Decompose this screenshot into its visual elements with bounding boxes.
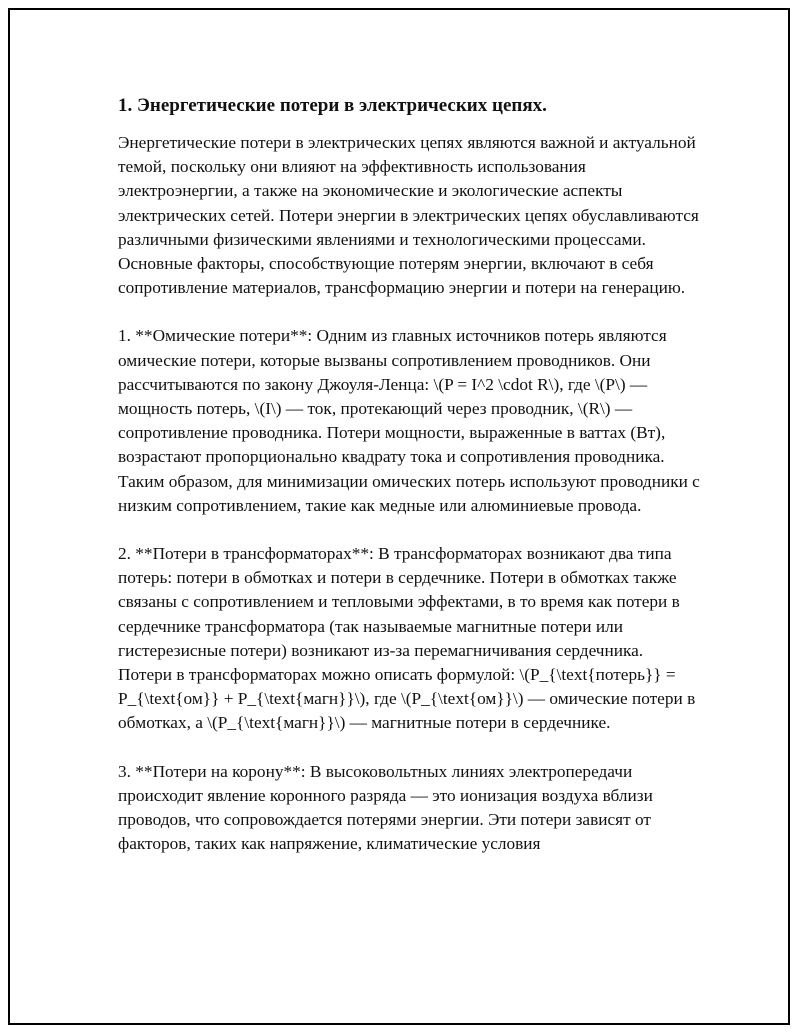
section-heading: 1. Энергетические потери в электрических цепях.: [118, 95, 547, 116]
intro-paragraph: Энергетические потери в электрических цепях являются важной и актуальной темой, поскольку они влияют на эффективность использования электроэнергии, а также на экономические и экологические аспекты электрических сетей. Потери энергии в электрических цепях обуславливаются различными физическими явлениями и технологическими процессами. Основные факторы, способствующие потерям энергии, включают в себя сопротивление материалов, трансформацию энергии и потери на генерацию.: [118, 133, 699, 298]
transformer-losses-paragraph: 2. **Потери в трансформаторах**: В трансформаторах возникают два типа потерь: потери в обмотках и потери в сердечнике. Потери в обмотках также связаны с сопротивлением и тепловыми эффектами, в то время как потери в сердечнике трансформатора (так называемые магнитные потери или гистерезисные потери) возникают из-за перемагничивания сердечника. Потери в трансформаторах можно описать формулой: \(P_{\text{потерь}} = P_{\text{ом}} + P_{\text{магн}}\), где \(P_{\text{ом}}\) — омические потери в обмотках, а \(P_{\text{магн}}\) — магнитные потери в сердечнике.: [118, 544, 696, 733]
corona-losses-paragraph: 3. **Потери на корону**: В высоковольтных линиях электропередачи происходит явление коронного разряда — это ионизация воздуха вблизи проводов, что сопровождается потерями энергии. Эти потери зависят от факторов, таких как напряжение, климатические условия: [118, 761, 653, 854]
document-body: [118, 93, 700, 880]
ohmic-losses-paragraph: 1. **Омические потери**: Одним из главных источников потерь являются омические потери, которые вызваны сопротивлением проводников. Они рассчитываются по закону Джоуля-Ленца: \(P = I^2 \cdot R\), где \(P\) — мощность потерь, \(I\) — ток, протекающий через проводник, \(R\) — сопротивление проводника. Потери мощности, выраженные в ваттах (Вт), возрастают пропорционально квадрату тока и сопротивления проводника. Таким образом, для минимизации омических потерь используют проводники с низким сопротивлением, такие как медные или алюминиевые провода.: [118, 326, 700, 515]
